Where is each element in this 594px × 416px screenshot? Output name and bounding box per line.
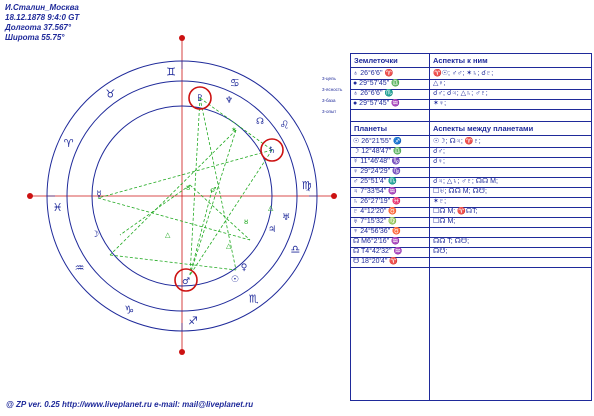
earth-points-header: Землеточки — [354, 56, 398, 65]
ray-label-experience: 3-опыт — [322, 109, 337, 114]
table-row — [351, 99, 591, 109]
table-row — [351, 177, 591, 187]
table-row — [351, 167, 591, 177]
chart-longitude: Долгота 37.567° — [5, 23, 72, 32]
planet-glyph-4: ♅ — [281, 213, 291, 223]
table-row — [351, 247, 591, 257]
planet-glyph-0: ♇ — [195, 94, 205, 104]
planet-glyph-6: ☉ — [230, 275, 240, 285]
table-row — [351, 197, 591, 207]
chart-datetime: 18.12.1878 9:4:0 GT — [5, 13, 80, 22]
row-position: ♀ 29°24'29'' ♑ — [353, 168, 402, 175]
row-position: ♁ 26°6'6'' ♈ — [353, 70, 394, 77]
row-aspects: ☌♂; ☌♃; △♄; ♂♇; — [433, 90, 488, 97]
row-position: ☋ 18°20'4'' ♈ — [353, 258, 399, 265]
zodiac-sign-4: ♌ — [279, 118, 290, 132]
table-row — [351, 89, 591, 99]
planet-glyph-8: ☿ — [96, 190, 102, 200]
ray-label-clarity: 3-ясность — [322, 87, 343, 92]
row-position: ☊ M6°2'16'' ♒ — [353, 238, 401, 245]
zodiac-sign-0: ♈ — [63, 137, 74, 151]
row-aspects: ☌♃; △♄; ♂♇; ☊☊ M; — [433, 178, 498, 185]
aspect-lines — [98, 98, 272, 275]
svg-text:♂: ♂ — [210, 186, 217, 194]
aspects-between-header: Аспекты между планетами — [433, 124, 534, 133]
table-row — [351, 69, 591, 79]
row-position: ♂ 25°51'4'' ♏ — [353, 178, 398, 185]
planets-header: Планеты — [354, 124, 388, 133]
row-aspects: ♈☉; ♂♂; ✶♄; ☌♇; — [433, 70, 494, 77]
table-row — [351, 147, 591, 157]
table-row — [351, 227, 591, 237]
table-row — [351, 207, 591, 217]
table-row — [351, 157, 591, 167]
row-position: ● 29°57'45'' ♒ — [353, 100, 401, 107]
svg-text:△: △ — [165, 231, 171, 239]
zodiac-sign-8: ♐ — [187, 314, 198, 328]
zodiac-sign-11: ♓ — [52, 200, 63, 214]
planet-glyph-7: ♀ — [240, 263, 248, 273]
zodiac-sign-9: ♑ — [124, 303, 135, 317]
zodiac-sign-7: ♏ — [248, 292, 259, 306]
ray-label-goal: 3-цель — [322, 76, 336, 81]
planet-glyph-2: ♄ — [267, 146, 277, 156]
planet-glyph-5: ♂ — [181, 277, 191, 287]
chart-latitude: Широта 55.75° — [5, 33, 65, 42]
row-aspects: ☐☊ M; ♈☊T; — [433, 208, 478, 215]
zodiac-sign-5: ♍ — [301, 179, 312, 193]
row-aspects: ☐♅; ☊☊ M; ☊☋; — [433, 188, 487, 195]
zodiac-sign-10: ♒ — [74, 261, 85, 275]
row-position: ♄ 26°27'19'' ♓ — [353, 198, 402, 205]
planet-glyph-1: ♆ — [224, 96, 234, 106]
ic-marker — [179, 349, 185, 355]
row-aspects: ☌♀; — [433, 158, 445, 165]
row-aspects: ☌♂; — [433, 148, 445, 155]
table-row — [351, 217, 591, 227]
chart-name: И.Сталин_Москва — [5, 3, 79, 12]
svg-text:△: △ — [226, 242, 232, 250]
row-aspects: ☊☋; — [433, 248, 448, 255]
mc-marker — [179, 35, 185, 41]
row-aspects: △♀; — [433, 80, 446, 87]
row-position: ● 29°57'45'' ♎ — [353, 80, 401, 87]
row-position: ♁ 26°6'6'' ♏ — [353, 90, 394, 97]
row-aspects: ☐☊ M; — [433, 218, 456, 225]
row-position: ☽ 12°48'47'' ♎ — [353, 148, 403, 155]
row-aspects: ☊☊ T; ☊☋; — [433, 238, 470, 245]
table-row — [351, 257, 591, 267]
planet-glyph-9: ☽ — [90, 230, 100, 240]
row-position: ♆ 24°56'36'' ♉ — [353, 228, 402, 235]
table-row — [351, 79, 591, 89]
row-position: ♃ 7°33'54'' ♒ — [353, 188, 398, 195]
planet-glyphs — [91, 94, 290, 287]
svg-text:△: △ — [268, 204, 274, 212]
zodiac-sign-3: ♋ — [229, 76, 240, 90]
planet-glyph-10: ♃ — [267, 225, 277, 235]
dsc-marker — [331, 193, 337, 199]
asc-marker — [27, 193, 33, 199]
row-position: ♇ 4°12'20'' ♉ — [353, 208, 398, 215]
table-row — [351, 137, 591, 147]
row-aspects: ✶♇; — [433, 198, 447, 205]
row-aspects: ☉☽; ☊♃; ♈♇; — [433, 138, 481, 145]
row-position: ♅ 7°15'32'' ♍ — [353, 218, 398, 225]
table-row — [351, 237, 591, 247]
row-aspects: ✶♀; — [433, 100, 447, 107]
table-row — [351, 187, 591, 197]
zodiac-sign-6: ♎ — [290, 242, 301, 256]
row-position: ☉ 26°21'55'' ♐ — [353, 138, 403, 145]
svg-text:✶: ✶ — [231, 126, 237, 134]
svg-text:ȣ: ȣ — [186, 184, 191, 192]
zodiac-sign-2: ♊ — [166, 65, 177, 79]
footer-credit: @ ZP ver. 0.25 http://www.liveplanet.ru e-mail: mail@liveplanet.ru — [6, 400, 254, 409]
planet-glyph-3: ☊ — [256, 117, 264, 127]
svg-text:ȣ: ȣ — [244, 218, 249, 226]
row-position: ☿ 11°46'48'' ♑ — [353, 158, 401, 165]
aspects-to-them-header: Аспекты к ним — [433, 56, 488, 65]
row-position: ☊ T4°42'32'' ♒ — [353, 248, 403, 255]
ray-label-base: 3-база — [322, 98, 336, 103]
aspects-panel — [350, 53, 592, 401]
zodiac-sign-1: ♉ — [105, 87, 116, 101]
